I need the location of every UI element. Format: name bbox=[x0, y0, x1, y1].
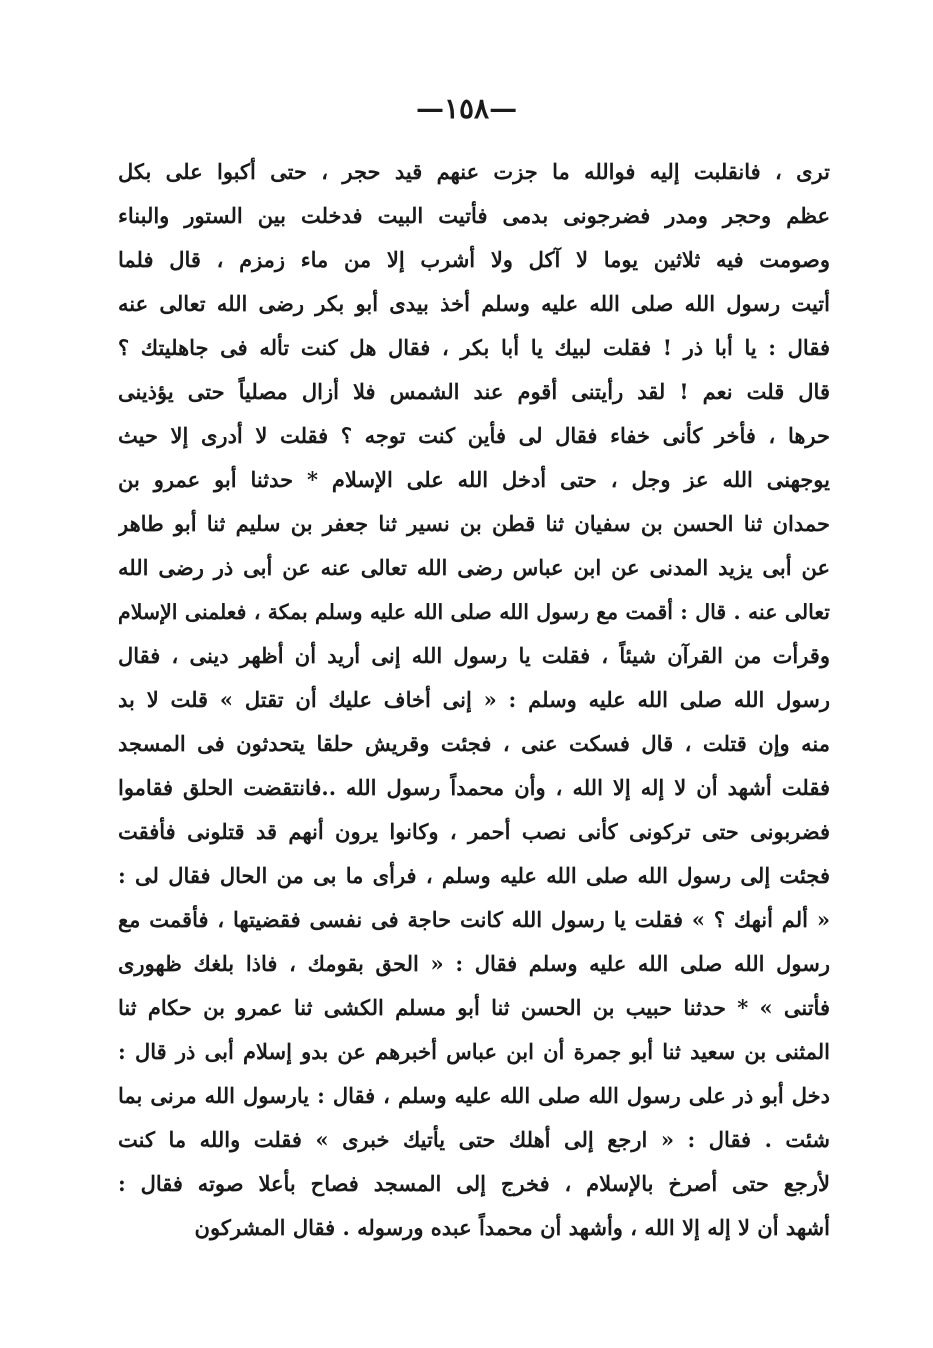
text-line: فجئت إلى رسول الله صلى الله عليه وسلم ، فرأى ما بى من الحال فقال لى : bbox=[118, 863, 830, 888]
text-line: فضربونى حتى تركونى كأنى نصب أحمر ، وكانوا يرون أنهم قد قتلونى فأفقت bbox=[118, 819, 830, 844]
text-line: دخل أبو ذر على رسول الله صلى الله عليه وسلم ، فقال : يارسول الله مرنى بما bbox=[118, 1083, 830, 1108]
text-line: فأتنى » * حدثنا حبيب بن الحسن ثنا أبو مسلم الكشى ثنا عمرو بن حكام ثنا bbox=[118, 995, 830, 1020]
page-number: —١٥٨— bbox=[415, 92, 518, 125]
text-line: شئت . فقال : « ارجع إلى أهلك حتى يأتيك خبرى » فقلت والله ما كنت bbox=[118, 1127, 830, 1152]
text-line: رسول الله صلى الله عليه وسلم : « إنى أخاف عليك أن تقتل » قلت لا بد bbox=[118, 687, 830, 712]
text-line: « ألم أنهك ؟ » فقلت يا رسول الله كانت حاجة فى نفسى فقضيتها ، فأقمت مع bbox=[118, 907, 830, 932]
text-line: وصومت فيه ثلاثين يوما لا آكل ولا أشرب إلا من ماء زمزم ، قال فلما bbox=[118, 247, 830, 272]
text-line: عن أبى يزيد المدنى عن ابن عباس رضى الله تعالى عنه عن أبى ذر رضى الله bbox=[118, 555, 830, 580]
text-line: عظم وحجر ومدر فضرجونى بدمى فأتيت البيت فدخلت بين الستور والبناء bbox=[118, 203, 830, 228]
text-line: تعالى عنه . قال : أقمت مع رسول الله صلى الله عليه وسلم بمكة ، فعلمنى الإسلام bbox=[118, 600, 830, 624]
body-text bbox=[118, 150, 830, 1250]
text-line: المثنى بن سعيد ثنا أبو جمرة أن ابن عباس أخبرهم عن بدو إسلام أبى ذر قال : bbox=[118, 1039, 830, 1064]
text-line: قال قلت نعم ! لقد رأيتنى أقوم عند الشمس فلا أزال مصلياً حتى يؤذينى bbox=[118, 379, 830, 404]
text-line: منه وإن قتلت ، قال فسكت عنى ، فجئت وقريش حلقا يتحدثون فى المسجد bbox=[118, 731, 830, 756]
text-line: لأرجع حتى أصرخ بالإسلام ، فخرج إلى المسجد فصاح بأعلا صوته فقال : bbox=[118, 1171, 830, 1196]
text-line: حمدان ثنا الحسن بن سفيان ثنا قطن بن نسير ثنا جعفر بن سليم ثنا أبو طاهر bbox=[118, 511, 830, 536]
text-line: فقلت أشهد أن لا إله إلا الله ، وأن محمداً رسول الله ..فانتقضت الحلق فقاموا bbox=[118, 775, 830, 800]
text-line: وقرأت من القرآن شيئاً ، فقلت يا رسول الله إنى أريد أن أظهر دينى ، فقال bbox=[118, 643, 830, 668]
text-line: أتيت رسول الله صلى الله عليه وسلم أخذ بيدى أبو بكر رضى الله تعالى عنه bbox=[118, 291, 830, 316]
text-line: حرها ، فأخر كأنى خفاء فقال لى فأين كنت توجه ؟ فقلت لا أدرى إلا حيث bbox=[118, 423, 830, 448]
text-line: أشهد أن لا إله إلا الله ، وأشهد أن محمداً عبده ورسوله . فقال المشركون bbox=[194, 1215, 830, 1240]
text-line: ترى ، فانقلبت إليه فوالله ما جزت عنهم قيد حجر ، حتى أكبوا على بكل bbox=[118, 159, 830, 184]
text-line: فقال : يا أبا ذر ! فقلت لبيك يا أبا بكر ، فقال هل كنت تأله فى جاهليتك ؟ bbox=[118, 335, 830, 360]
text-line: يوجهنى الله عز وجل ، حتى أدخل الله على الإسلام * حدثنا أبو عمرو بن bbox=[118, 467, 830, 492]
text-line: رسول الله صلى الله عليه وسلم فقال : « الحق بقومك ، فاذا بلغك ظهورى bbox=[118, 951, 830, 976]
